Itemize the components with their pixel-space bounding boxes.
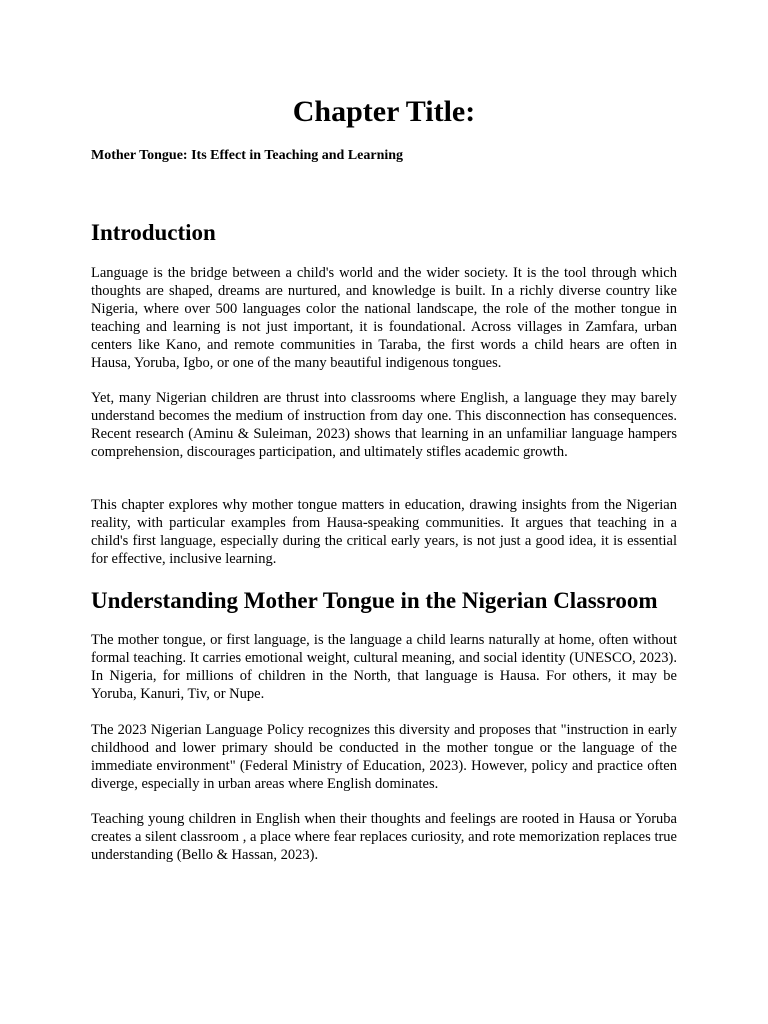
paragraph: The 2023 Nigerian Language Policy recognizes this diversity and proposes that "instruction in early childhood and lower primary should be conducted in the mother tongue or the language of the immediate environment" (Federal Ministry of Education, 2023). However, policy and practice often diverge, especially in urban areas where English dominates. <box>91 722 677 792</box>
paragraph: Language is the bridge between a child's world and the wider society. It is the tool through which thoughts are shaped, dreams are nurtured, and knowledge is built. In a richly diverse country like Nigeria, where over 500 languages color the national landscape, the role of the mother tongue in teaching and learning is not just important, it is foundational. Across villages in Zamfara, urban centers like Kano, and remote communities in Taraba, the first words a child hears are often in Hausa, Yoruba, Igbo, or one of the many beautiful indigenous tongues. <box>91 265 677 371</box>
paragraph: Teaching young children in English when their thoughts and feelings are rooted in Hausa or Yoruba creates a silent classroom , a place where fear replaces curiosity, and rote memorization replaces true understanding (Bello & Hassan, 2023). <box>91 811 677 863</box>
paragraph: This chapter explores why mother tongue matters in education, drawing insights from the Nigerian reality, with particular examples from Hausa-speaking communities. It argues that teaching in a child's first language, especially during the critical early years, is not just a good idea, it is essential for effective, inclusive learning. <box>91 497 677 567</box>
section-heading-understanding-mother-tongue: Understanding Mother Tongue in the Nigerian Classroom <box>91 588 658 613</box>
paragraph: Yet, many Nigerian children are thrust into classrooms where English, a language they may barely understand becomes the medium of instruction from day one. This disconnection has consequences. Recent research (Aminu & Suleiman, 2023) shows that learning in an unfamiliar language hampers comprehension, discourages participation, and ultimately stifles academic growth. <box>91 390 677 460</box>
section-heading-introduction: Introduction <box>91 220 216 245</box>
chapter-title: Chapter Title: <box>292 95 476 128</box>
chapter-subtitle: Mother Tongue: Its Effect in Teaching and Learning <box>91 148 404 163</box>
paragraph: The mother tongue, or first language, is the language a child learns naturally at home, often without formal teaching. It carries emotional weight, cultural meaning, and social identity (UNESCO, 2023). In Nigeria, for millions of children in the North, that language is Hausa. For others, it may be Yoruba, Kanuri, Tiv, or Nupe. <box>91 632 677 702</box>
